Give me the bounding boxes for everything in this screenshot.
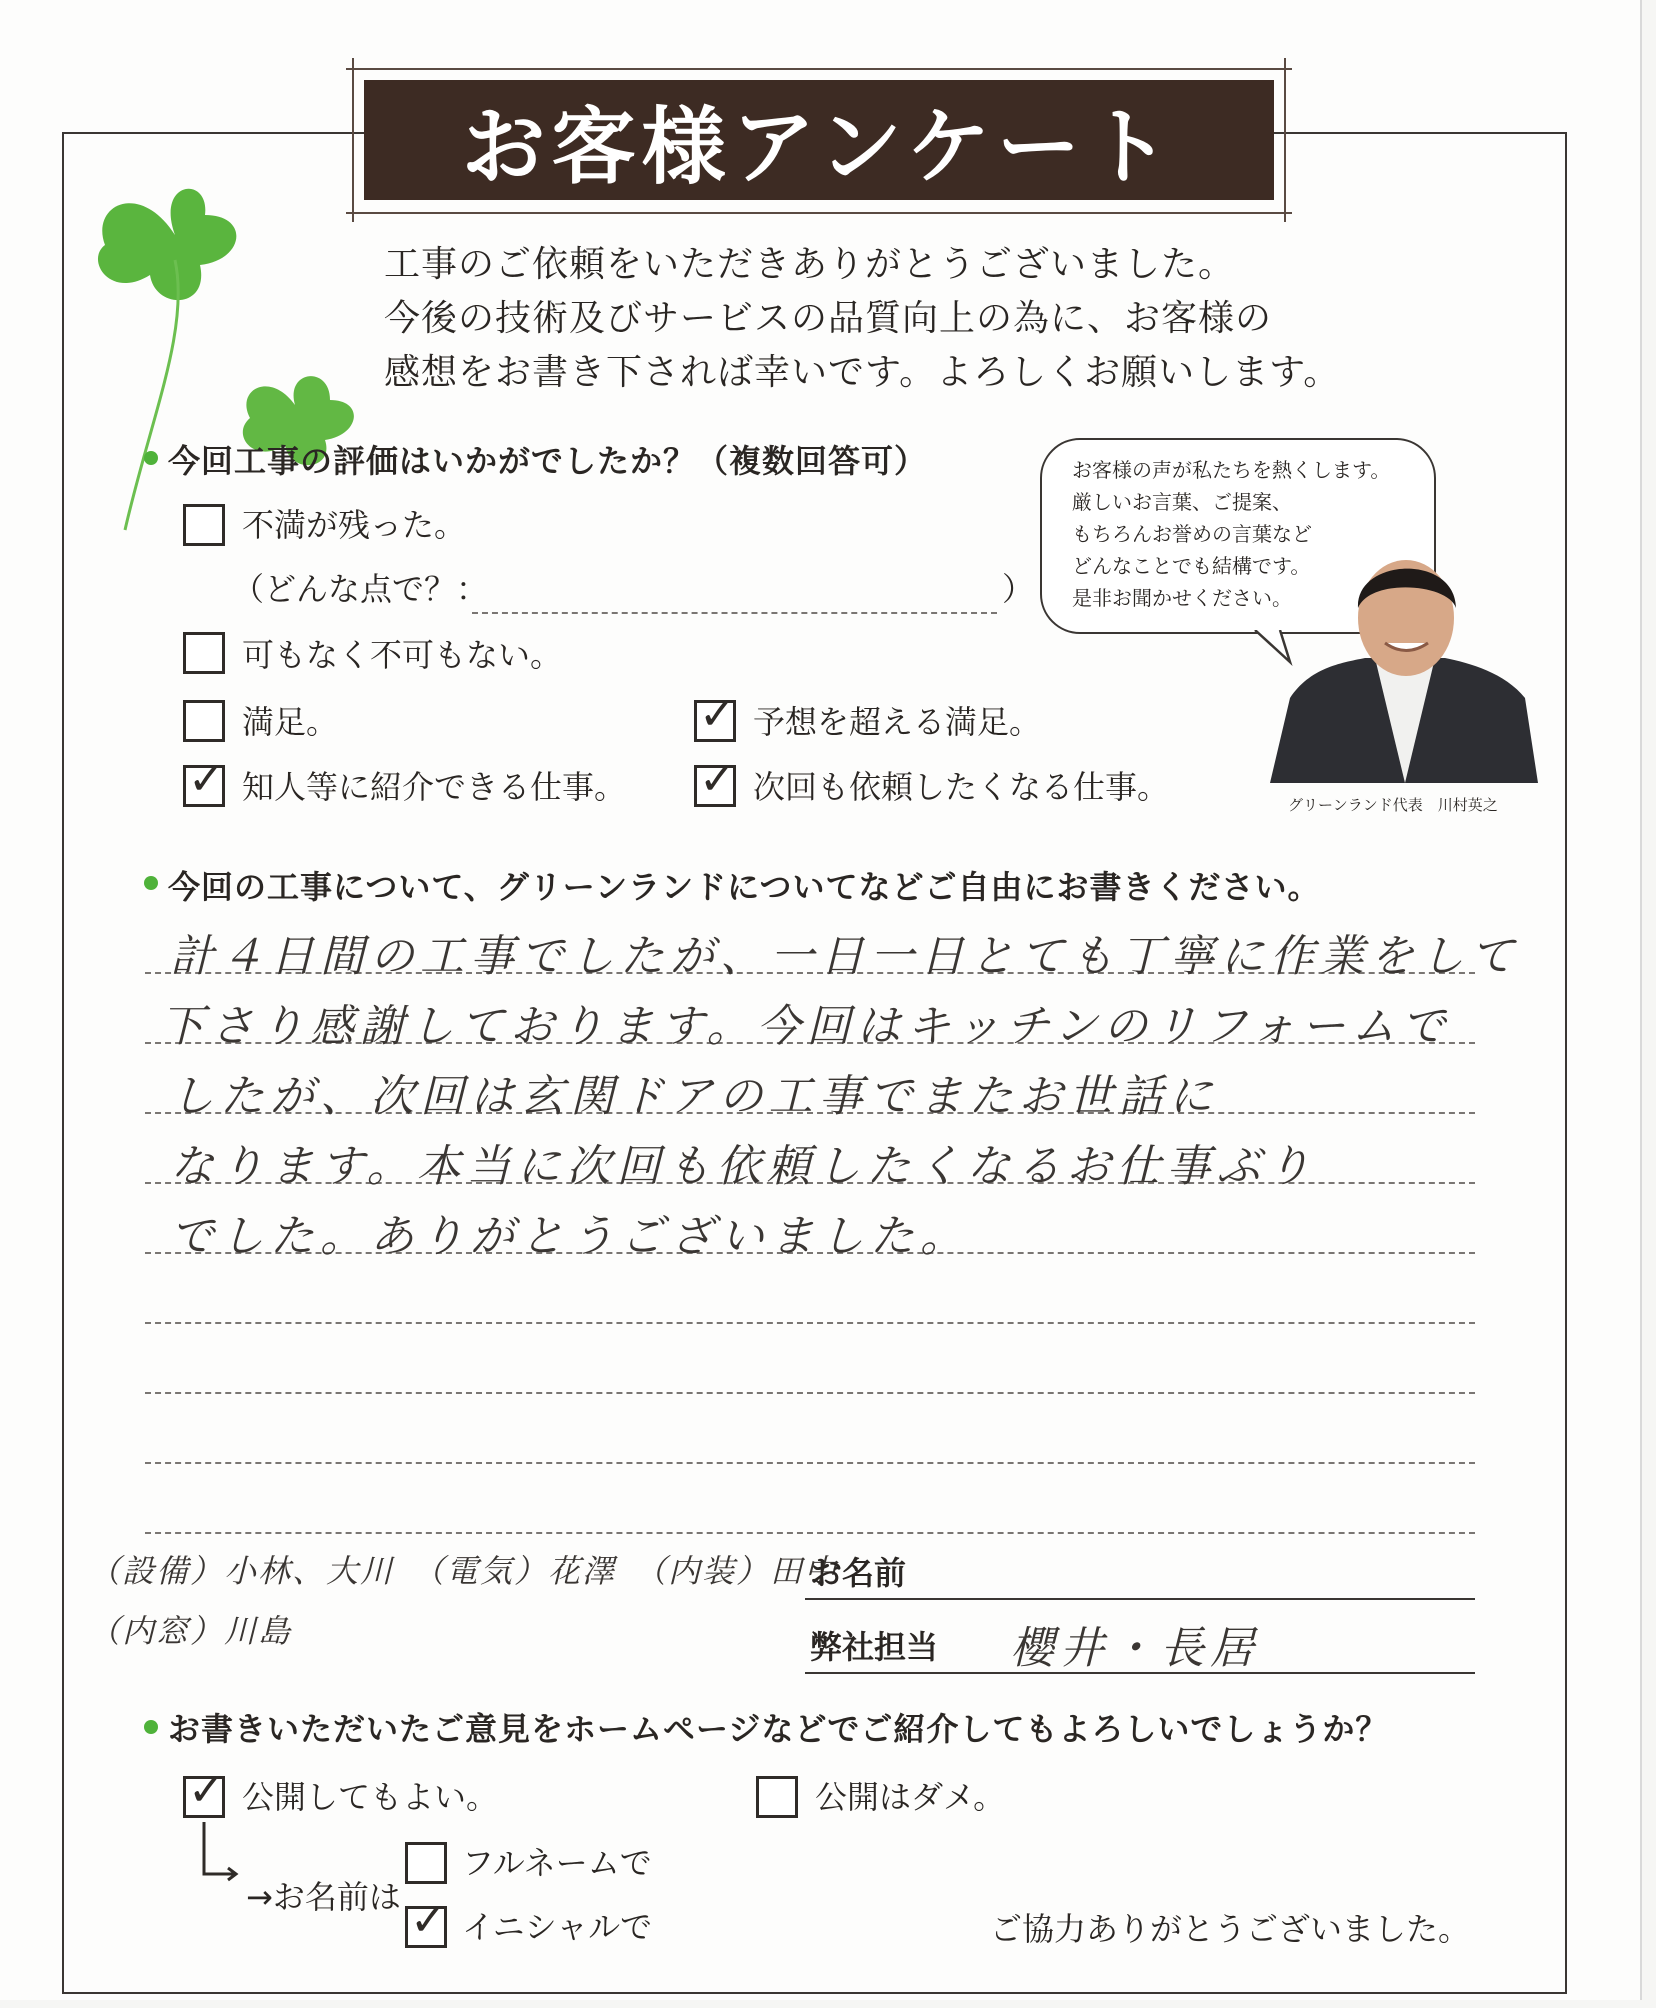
speech-bubble-tail [1250, 630, 1300, 666]
q1-checkbox-neutral[interactable] [183, 632, 225, 674]
q2-title: 今回の工事について、グリーンランドについてなどご自由にお書きください。 [168, 868, 1321, 906]
intro-line-3: 感想をお書き下されば幸いです。よろしくお願いします。 [384, 352, 1341, 393]
q1-checkbox-recommend[interactable] [183, 754, 225, 807]
page-title: お客様アンケート [364, 80, 1274, 200]
rep-label: 弊社担当 [810, 1628, 939, 1666]
bullet-icon [144, 876, 158, 890]
speech-line: どんなことでも結構です。 [1072, 554, 1311, 578]
arrow-icon [190, 1822, 240, 1892]
check-mark-icon: ✓ [699, 689, 736, 740]
answer-rule [145, 1322, 1475, 1324]
representative-photo [1270, 548, 1540, 783]
answer-line-3: したが、次回は玄関ドアの工事でまたお世話に [170, 1071, 1219, 1122]
check-mark-icon: ✓ [410, 1895, 447, 1946]
banner-rule-top [346, 68, 1292, 70]
answer-rule [145, 1392, 1475, 1394]
q1-title: 今回工事の評価はいかがでしたか？（複数回答可） [168, 442, 928, 480]
thanks-text: ご協力ありがとうございました。 [990, 1910, 1471, 1948]
intro-line-2: 今後の技術及びサービスの品質向上の為に、お客様の [384, 298, 1273, 339]
q3-checkbox-initial[interactable] [405, 1895, 447, 1948]
answer-line-4: なります。本当に次回も依頼したくなるお仕事ぶり [170, 1141, 1317, 1192]
q1-checkbox-again[interactable] [694, 754, 736, 807]
answer-rule [145, 1532, 1475, 1534]
name-label: お名前 [810, 1554, 907, 1592]
q3-checkbox-fullname[interactable] [405, 1842, 447, 1884]
q1-checkbox-dissatisfied[interactable] [183, 504, 225, 546]
q1-option-again: 次回も依頼したくなる仕事。 [753, 768, 1170, 806]
q3-checkbox-publish-ok[interactable] [183, 1765, 225, 1818]
intro-line-1: 工事のご依頼をいただきありがとうございました。 [384, 244, 1236, 285]
staff-notes-line-1: （設備）小林、大川 （電気）花澤 （内装）田中 [88, 1552, 839, 1590]
banner-rule-right [1284, 58, 1286, 222]
banner-rule-bottom [346, 212, 1292, 214]
check-mark-icon: ✓ [699, 754, 736, 805]
q1-detail-input[interactable] [472, 612, 997, 614]
answer-line-2: 下さり感謝しております。今回はキッチンのリフォームで [160, 1001, 1452, 1052]
speech-line: お客様の声が私たちを熱くします。 [1072, 458, 1391, 482]
bullet-icon [144, 1720, 158, 1734]
staff-notes-line-2: （内窓）川島 [88, 1612, 293, 1650]
name-field[interactable] [805, 1598, 1475, 1600]
bullet-icon [144, 451, 158, 465]
speech-line: 厳しいお言葉、ご提案、 [1072, 490, 1292, 514]
speech-line: もちろんお誉めの言葉など [1072, 522, 1312, 546]
representative-caption: グリーンランド代表 川村英之 [1288, 796, 1498, 814]
q3-option-fullname: フルネームで [462, 1844, 652, 1882]
answer-rule [145, 1462, 1475, 1464]
q1-checkbox-satisfied[interactable] [183, 700, 225, 742]
q3-option-publish-ng: 公開はダメ。 [815, 1778, 1006, 1816]
rep-field [805, 1672, 1475, 1674]
q1-option-beyond: 予想を超える満足。 [753, 703, 1042, 741]
q3-title: お書きいただいたご意見をホームページなどでご紹介してもよろしいでしょうか？ [168, 1710, 1389, 1748]
rep-value: 櫻井・長居 [1010, 1623, 1260, 1674]
check-mark-icon: ✓ [188, 754, 225, 805]
q1-option-neutral: 可もなく不可もない。 [242, 636, 563, 674]
q3-name-prefix: →お名前は [246, 1878, 401, 1916]
q1-option-recommend: 知人等に紹介できる仕事。 [242, 768, 627, 806]
answer-line-5: でした。ありがとうございました。 [170, 1211, 970, 1262]
q1-option-satisfied: 満足。 [242, 703, 339, 741]
check-mark-icon: ✓ [188, 1765, 225, 1816]
intro-text [384, 238, 1340, 400]
q1-option-dissatisfied: 不満が残った。 [242, 506, 467, 544]
q3-checkbox-publish-ng[interactable] [756, 1776, 798, 1818]
q3-option-publish-ok: 公開してもよい。 [242, 1778, 499, 1816]
answer-line-1: 計４日間の工事でしたが、一日一日とても丁寧に作業をして [170, 931, 1520, 982]
q3-option-initial: イニシャルで [462, 1908, 653, 1946]
q1-detail-prompt: （どんな点で？： [232, 570, 489, 608]
speech-line: 是非お聞かせください。 [1072, 586, 1292, 610]
clover-icon [80, 160, 380, 540]
q1-checkbox-beyond[interactable] [694, 689, 736, 742]
q1-detail-close: ） [1002, 570, 1035, 608]
